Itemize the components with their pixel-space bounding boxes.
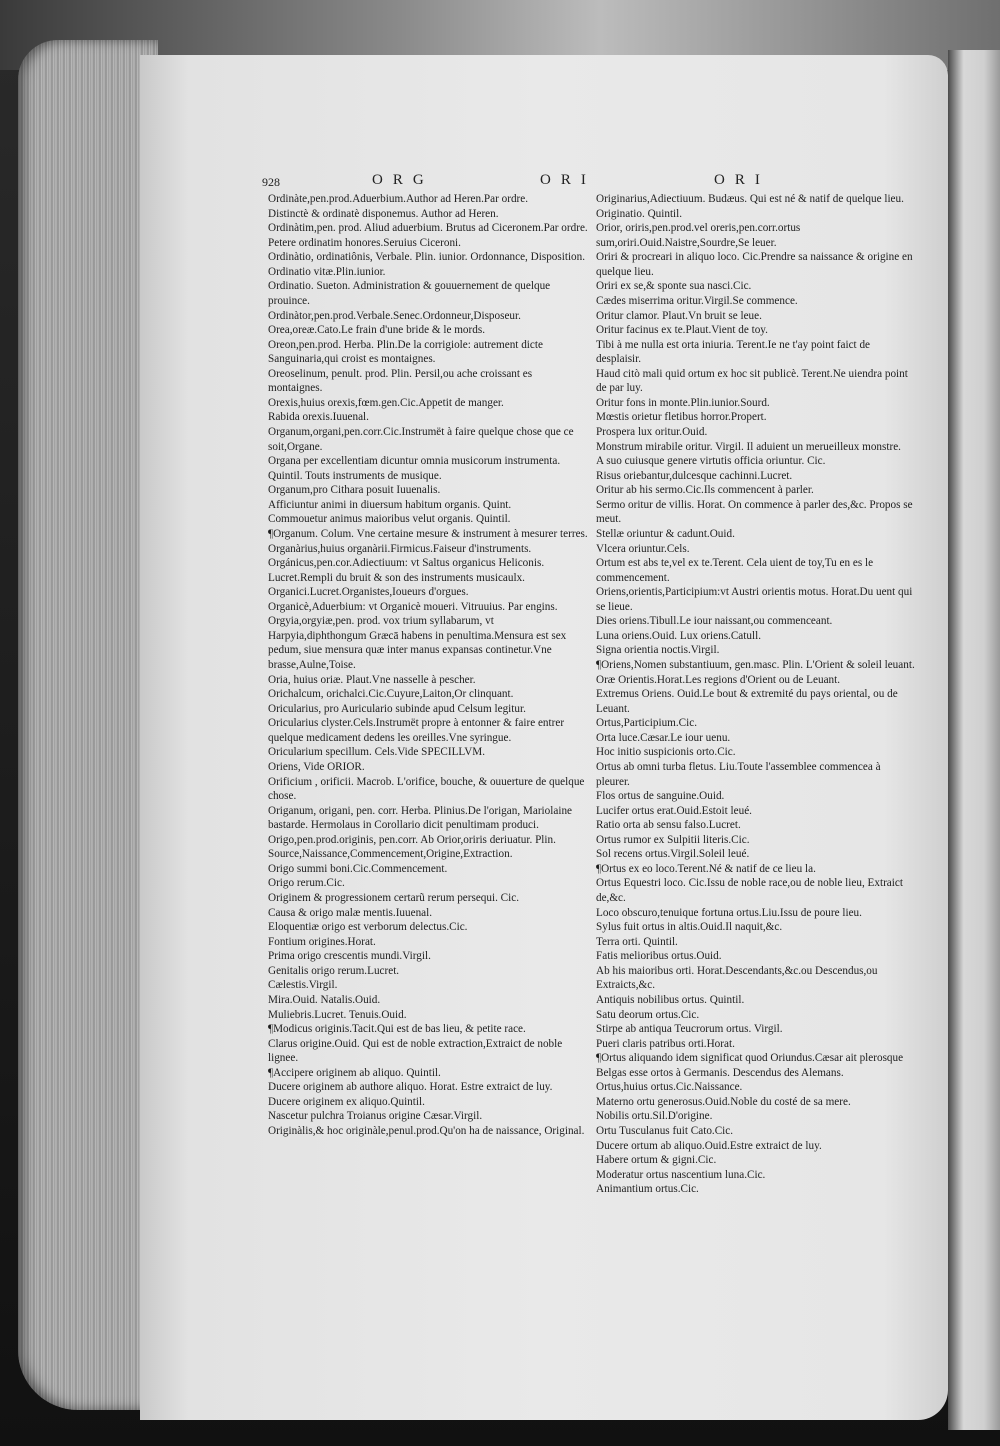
dictionary-entry: Ortus rumor ex Sulpitii literis.Cic. [596,833,750,846]
right-column [596,192,916,1197]
dictionary-entry: Oriri ex se,& sponte sua nasci.Cic. [596,280,752,293]
dictionary-entry: Cædes miserrima oritur.Virgil.Se commence. [596,294,798,307]
dictionary-entry: Stirpe ab antiqua Teucrorum ortus. Virgil. [596,1023,783,1036]
dictionary-entry: Orea,oreæ.Cato.Le frain d'une bride & le mords. [268,324,485,337]
dictionary-entry: Orior, oriris,pen.prod.vel oreris,pen.corr.ortus sum,oriri.Ouid.Naistre,Sourdre,Se leuer. [596,222,801,249]
dictionary-entry: Ordinatio vitæ.Plin.iunior. [268,265,386,278]
running-header [262,172,822,194]
dictionary-entry: Ortu Tusculanus fuit Cato.Cic. [596,1125,734,1137]
dictionary-entry: Oricularius clyster.Cels.Instrumët propre à entonner & faire entrer quelque medicament dedens les oreilles.Vne syringue. [268,717,565,744]
dictionary-entry: Mœstis orietur fletibus horror.Propert. [596,411,767,424]
dictionary-entry: Organa per excellentiam dicuntur omnia musicorum instrumenta. Quintil. Touts instruments de musique. [268,455,561,482]
dictionary-entry: Oriens, Vide ORIOR. [268,760,365,773]
dictionary-entry: Clarus origine.Ouid. Qui est de noble extraction,Extraict de noble lignee. [268,1037,563,1065]
dictionary-entry: ¶Organum. Colum. Vne certaine mesure & instrument à mesurer terres. [268,527,588,540]
dictionary-entry: Dies oriens.Tibull.Le iour naissant,ou commenceant. [596,615,833,628]
dictionary-entry: Ducere originem ex aliquo.Quintil. [268,1095,425,1108]
dictionary-entry: Orificium , orificii. Macrob. L'orifice, bouche, & ouuerture de quelque chose. [268,775,585,803]
dictionary-entry: Orgánicus,pen.cor.Adiectiuum: vt Saltus organicus Heliconis. Lucret.Rempli du bruit & son des instruments musicaulx. [268,557,545,584]
dictionary-entry: Ordinàtio, ordinatiônis, Verbale. Plin. iunior. Ordonnance, Disposition. [268,251,586,264]
dictionary-entry: Oricularius, pro Auriculario subinde apud Celsum legitur. [268,702,526,715]
dictionary-entry: Prospera lux oritur.Ouid. [596,426,708,438]
dictionary-entry: Antiquis nobilibus ortus. Quintil. [596,993,745,1006]
dictionary-entry: Sermo oritur de villis. Horat. On commence à parler des,&c. Propos se meut. [596,498,913,526]
dictionary-entry: Ducere originem ab authore aliquo. Horat. Estre extraict de luy. [268,1081,553,1094]
dictionary-entry: Originàlis,& hoc originàle,penul.prod.Qu'on ha de naissance, Original. [268,1125,585,1137]
dictionary-entry: Luna oriens.Ouid. Lux oriens.Catull. [596,629,761,642]
dictionary-entry: Muliebris.Lucret. Tenuis.Ouid. [268,1008,407,1021]
dictionary-entry: Originatio. Quintil. [596,207,683,220]
dictionary-entry: Extremus Oriens. Ouid.Le bout & extremité du pays oriental, ou de Leuant. [596,688,898,715]
dictionary-entry: Ordinàtor,pen.prod.Verbale.Senec.Ordonneur,Disposeur. [268,309,521,322]
dictionary-entry: Animantium ortus.Cic. [596,1183,699,1196]
dictionary-entry: Lucifer ortus erat.Ouid.Estoit leué. [596,804,752,817]
dictionary-entry: Oreon,pen.prod. Herba. Plin.De la corrigiole: autrement dicte Sanguinaria,qui croist es montaignes. [268,338,543,366]
dictionary-entry: Organici.Lucret.Organistes,Ioueurs d'orgues. [268,586,469,599]
dictionary-entry: Rabida orexis.Iuuenal. [268,411,369,424]
dictionary-entry: Distinctè & ordinatè disponemus. Author ad Heren. [268,207,499,220]
dictionary-entry: Petere ordinatim honores.Seruius Ciceroni. [268,236,461,249]
dictionary-entry: Oriens,orientis,Participium:vt Austri orientis motus. Horat.Du uent qui se lieue. [596,586,913,613]
dictionary-entry: A suo cuiusque genere virtutis officia oriuntur. Cic. [596,455,826,468]
dictionary-entry: Fontium origines.Horat. [268,935,376,948]
dictionary-entry: Sylus fuit ortus in altis.Ouid.Il naquit,&c. [596,921,783,934]
dictionary-entry: Loco obscuro,tenuique fortuna ortus.Liu.Issu de poure lieu. [596,906,862,919]
dictionary-entry: Ratio orta ab sensu falso.Lucret. [596,819,741,832]
dictionary-entry: Ducere ortum ab aliquo.Ouid.Estre extraict de luy. [596,1139,822,1152]
dictionary-entry: Ab his maioribus orti. Horat.Descendants,&c.ou Descendus,ou Extraicts,&c. [596,964,878,992]
right-guide-word: ORI [714,172,770,188]
dictionary-entry: Vlcera oriuntur.Cels. [596,542,690,555]
left-column [268,192,588,1139]
dictionary-entry: Oriri & procreari in aliquo loco. Cic.Prendre sa naissance & origine en quelque lieu. [596,251,913,278]
dictionary-entry: Mira.Ouid. Natalis.Ouid. [268,993,381,1006]
dictionary-entry: Oreoselinum, penult. prod. Plin. Persil,ou ache croissant es montaignes. [268,367,533,395]
dictionary-entry: Oricularium specillum. Cels.Vide SPECILLVM. [268,746,486,759]
dictionary-entry: Prima origo crescentis mundi.Virgil. [268,950,431,963]
dictionary-entry: Oritur fons in monte.Plin.iunior.Sourd. [596,396,770,409]
dictionary-entry: Originem & progressionem certarũ rerum persequi. Cic. [268,892,520,904]
dictionary-entry: Ortum est abs te,vel ex te.Terent. Cela uient de toy,Tu en es le commencement. [596,557,874,584]
dictionary-entry: Hoc initio suspicionis orto.Cic. [596,746,736,759]
dictionary-entry: Oritur clamor. Plaut.Vn bruit se leue. [596,309,762,322]
dictionary-entry: ¶Modicus originis.Tacit.Qui est de bas lieu, & petite race. [268,1023,526,1036]
dictionary-entry: Ortus ab omni turba fletus. Liu.Toute l'assemblee commencea à pleurer. [596,760,881,788]
dictionary-entry: Oræ Orientis.Horat.Les regions d'Orient ou de Leuant. [596,673,841,686]
dictionary-entry: ¶Ortus ex eo loco.Terent.Né & natif de ce lieu la. [596,862,816,875]
dictionary-entry: Materno ortu generosus.Ouid.Noble du costé de sa mere. [596,1095,851,1108]
dictionary-entry: ¶Ortus aliquando idem significat quod Oriundus.Cæsar ait plerosque Belgas esse ortos à Germanis. Descendus des Alemans. [596,1052,904,1079]
left-guide-word: ORG [372,172,434,188]
dictionary-entry: Nobilis ortu.Sil.D'origine. [596,1110,713,1123]
dictionary-entry: Ortus,Participium.Cic. [596,717,697,730]
dictionary-entry: Haud citò mali quid ortum ex hoc sit publicè. Terent.Ne uiendra point de par luy. [596,367,908,395]
dictionary-entry: Terra orti. Quintil. [596,935,678,948]
book-page-edges [18,40,158,1410]
dictionary-entry: Ortus Equestri loco. Cic.Issu de noble race,ou de noble lieu, Extraict de,&c. [596,877,903,904]
dictionary-entry: Origo summi boni.Cic.Commencement. [268,862,448,875]
dictionary-entry: Oritur ab his sermo.Cic.Ils commencent à parler. [596,484,814,497]
dictionary-entry: Origo rerum.Cic. [268,877,345,890]
dictionary-entry: Signa orientia noctis.Virgil. [596,644,720,657]
dictionary-entry: Origanum, origani, pen. corr. Herba. Plinius.De l'origan, Mariolaine bastarde. Hermolaus in Corollario dicit penultimam produci. [268,804,573,832]
dictionary-entry: Flos ortus de sanguine.Ouid. [596,790,725,803]
dictionary-entry: Stellæ oriuntur & cadunt.Ouid. [596,527,735,540]
dictionary-entry: Ordinatio. Sueton. Administration & gouuernement de quelque prouince. [268,280,551,307]
dictionary-entry: Satu deorum ortus.Cic. [596,1008,700,1021]
dictionary-entry: Ortus,huius ortus.Cic.Naissance. [596,1081,743,1094]
dictionary-entry: ¶Accipere originem ab aliquo. Quintil. [268,1066,441,1079]
dictionary-entry: Orta luce.Cæsar.Le iour uenu. [596,731,731,744]
dictionary-entry: Nascetur pulchra Troianus origine Cæsar.Virgil. [268,1110,483,1123]
dictionary-entry: Monstrum mirabile oritur. Virgil. Il aduient un merueilleux monstre. [596,440,901,453]
dictionary-entry: Tibi à me nulla est orta iniuria. Terent.Ie ne t'ay point faict de desplaisir. [596,338,871,366]
dictionary-entry: Orgyia,orgyiæ,pen. prod. vox trium syllabarum, vt Harpyia,diphthongum Græcā habens in penultima.Mensura est sex pedum, siue mensura quæ inter manus expansas continetur.Vne brasse,Aulne,Toise. [268,615,567,671]
dictionary-entry: Fatis melioribus ortus.Ouid. [596,950,722,963]
dictionary-entry: ¶Oriens,Nomen substantiuum, gen.masc. Plin. L'Orient & soleil leuant. [596,659,915,671]
facing-page-edge [948,50,1000,1430]
dictionary-entry: Origo,pen.prod.originis, pen.corr. Ab Orior,oriris deriuatur. Plin. Source,Naissance,Commencement,Origine,Extraction. [268,833,556,861]
dictionary-entry: Eloquentiæ origo est verborum delectus.Cic. [268,921,468,934]
dictionary-entry: Ordinàtim,pen. prod. Aliud aduerbium. Brutus ad Ciceronem.Par ordre. [268,222,588,235]
dictionary-entry: Commouetur animus maioribus velut organis. Quintil. [268,513,511,526]
dictionary-entry: Afficiuntur animi in diuersum habitum organis. Quint. [268,498,512,511]
middle-guide-word: ORI [540,172,596,188]
dictionary-entry: Orexis,huius orexis,fœm.gen.Cic.Appetit de manger. [268,396,504,409]
dictionary-entry: Oria, huius oriæ. Plaut.Vne nasselle à pescher. [268,673,476,686]
dictionary-entry: Orichalcum, orichalci.Cic.Cuyure,Laiton,Or clinquant. [268,688,514,701]
dictionary-entry: Organum,organi,pen.corr.Cic.Instrumët à faire quelque chose que ce soit,Organe. [268,426,574,453]
dictionary-entry: Genitalis origo rerum.Lucret. [268,964,400,977]
dictionary-entry: Organum,pro Cithara posuit Iuuenalis. [268,484,441,497]
dictionary-entry: Habere ortum & gigni.Cic. [596,1154,717,1167]
dictionary-entry: Oritur facinus ex te.Plaut.Vient de toy. [596,324,768,337]
dictionary-entry: Organàrius,huius organàrii.Firmicus.Faiseur d'instruments. [268,542,532,555]
dictionary-entry: Moderatur ortus nascentium luna.Cic. [596,1168,766,1181]
dictionary-entry: Risus oriebantur,dulcesque cachinni.Lucret. [596,469,793,482]
page-number: 928 [262,175,280,189]
dictionary-entry: Organicè,Aduerbium: vt Organicè moueri. Vitruuius. Par engins. [268,600,558,613]
dictionary-entry: Pueri claris patribus orti.Horat. [596,1037,735,1050]
dictionary-entry: Causa & origo malæ mentis.Iuuenal. [268,906,433,919]
dictionary-entry: Sol recens ortus.Virgil.Soleil leué. [596,848,750,861]
dictionary-entry: Ordinàte,pen.prod.Aduerbium.Author ad Heren.Par ordre. [268,193,529,205]
dictionary-entry: Originarius,Adiectiuum. Budæus. Qui est né & natif de quelque lieu. [596,193,904,205]
dictionary-entry: Cælestis.Virgil. [268,979,338,992]
